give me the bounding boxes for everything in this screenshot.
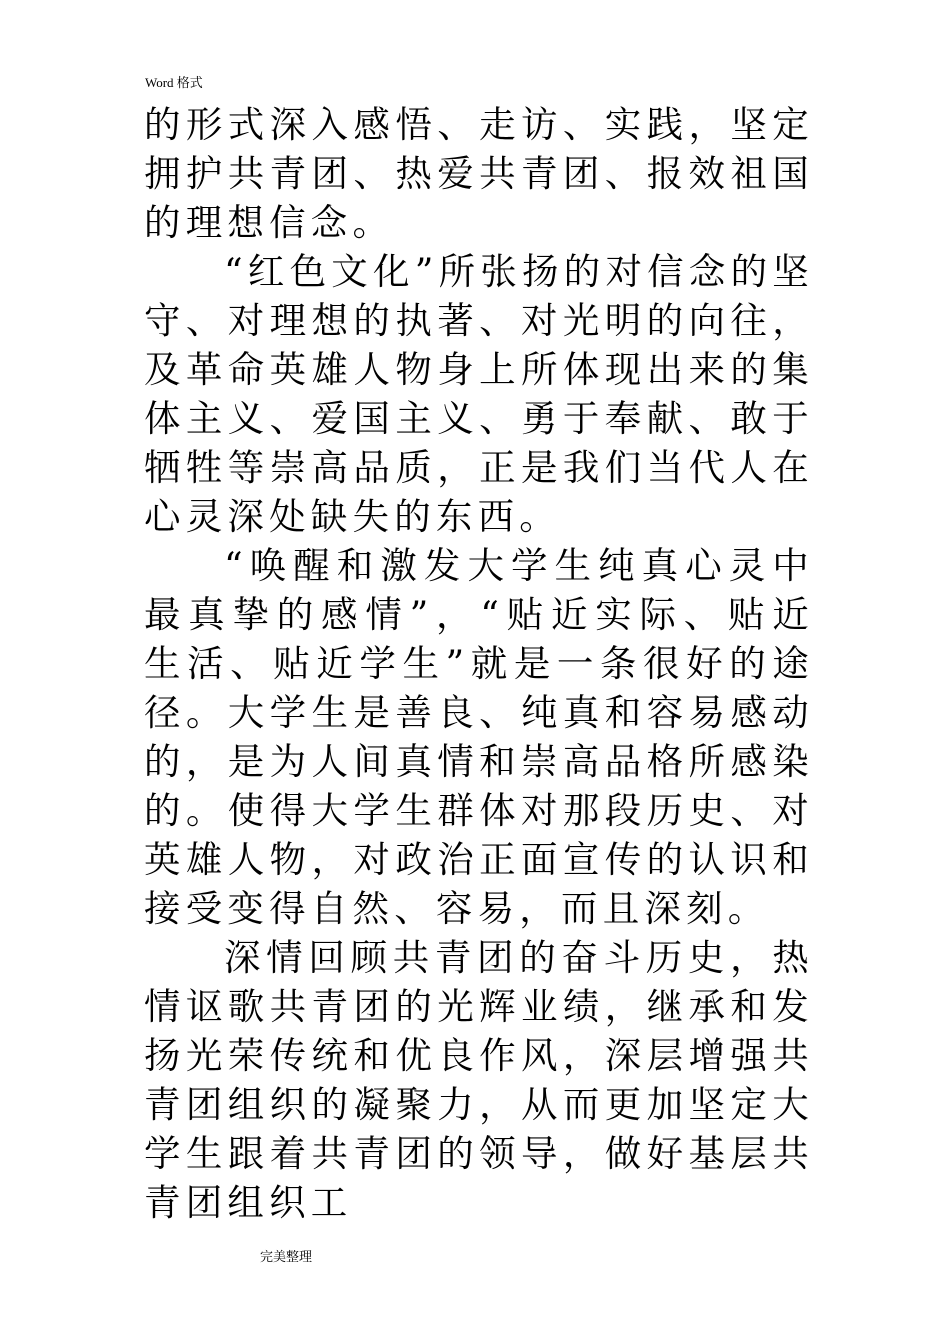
document-body bbox=[144, 100, 814, 1227]
paragraph-youth-league-history: 深情回顾共青团的奋斗历史，热情讴歌共青团的光辉业绩，继承和发扬光荣传统和优良作风，深层增强共青团组织的凝聚力，从而更加坚定大学生跟着共青团的领导，做好基层共青团组织工 bbox=[144, 936, 814, 1224]
paragraph-awaken-students: “唤醒和激发大学生纯真心灵中最真挚的感情”，“贴近实际、贴近生活、贴近学生”就是一条很好的途径。大学生是善良、纯真和容易感动的，是为人间真情和崇高品格所感染的。使得大学生群体对那段历史、对英雄人物，对政治正面宣传的认识和接受变得自然、容易，而且深刻。 bbox=[144, 544, 814, 930]
page-footer: 完美整理 bbox=[260, 1250, 313, 1265]
paragraph-continuation: 的形式深入感悟、走访、实践，坚定拥护共青团、热爱共青团、报效祖国的理想信念。 bbox=[144, 103, 814, 244]
page-header: Word 格式 bbox=[145, 75, 203, 90]
paragraph-red-culture: “红色文化”所张扬的对信念的坚守、对理想的执著、对光明的向往，及革命英雄人物身上所体现出来的集体主义、爱国主义、勇于奉献、敢于牺牲等崇高品质，正是我们当代人在心灵深处缺失的东西。 bbox=[144, 250, 814, 538]
